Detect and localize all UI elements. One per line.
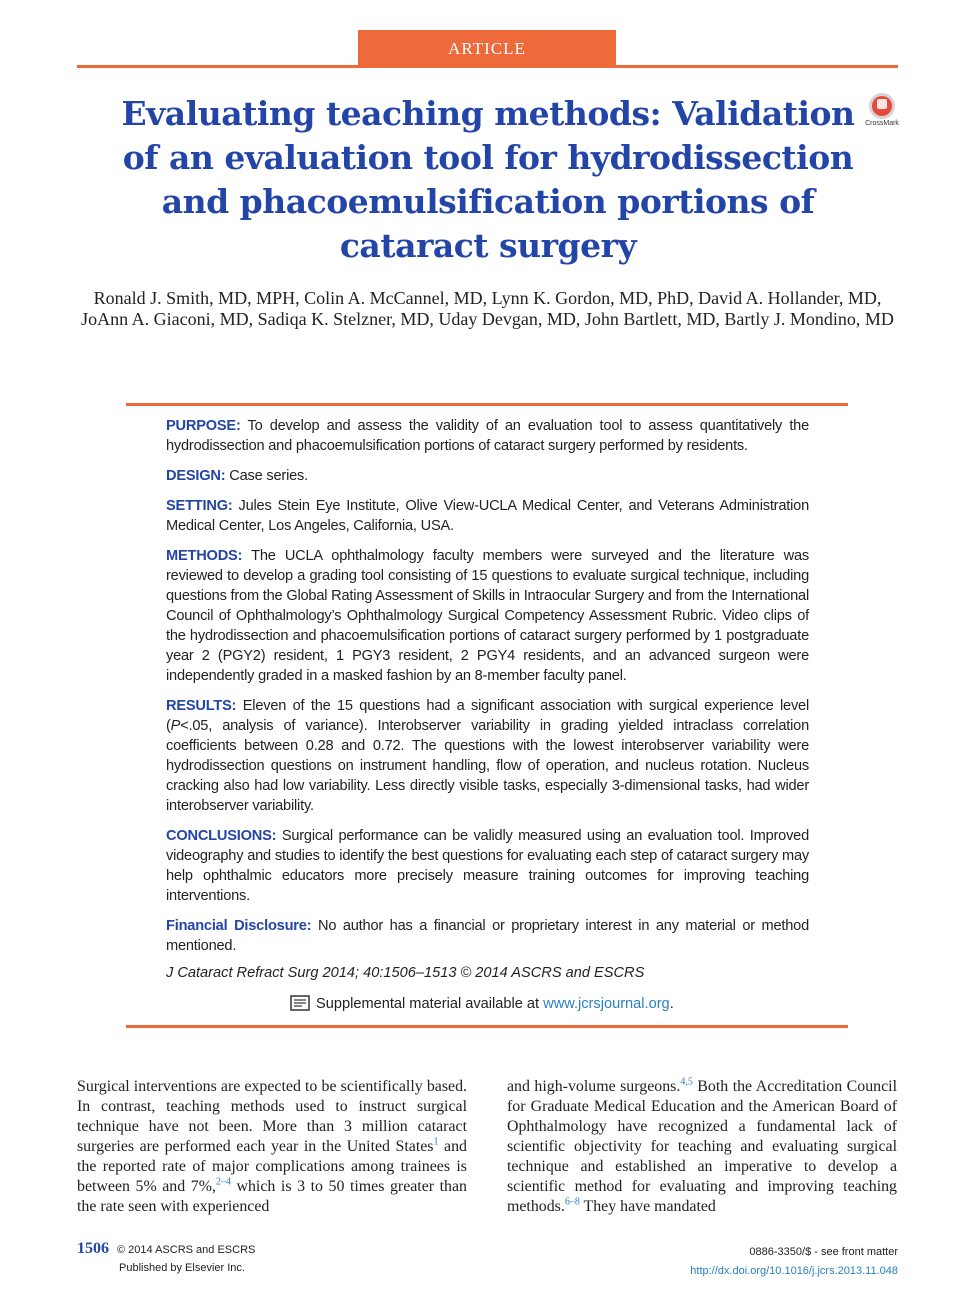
results-label: RESULTS: [166,698,237,714]
abstract-bottom-rule [126,1025,848,1028]
body-column-left [77,1077,467,1217]
reference-link[interactable]: 6–8 [564,1196,580,1208]
abstract-conclusions [166,826,809,906]
col2-text-c: They have mandated [579,1198,716,1215]
setting-label: SETTING: [166,498,233,514]
supplemental-note [290,995,790,1012]
results-p-symbol: P [170,718,181,734]
col2-text-a: and high-volume surgeons. [507,1078,681,1095]
abstract-disclosure [166,916,809,956]
abstract [166,416,809,966]
purpose-label: PURPOSE: [166,418,241,434]
article-title: Evaluating teaching methods: Validation of an evaluation tool for hydrodissection and phacoemulsification portions of cataract surgery [121,94,855,265]
reference-link[interactable]: 2–4 [215,1176,231,1188]
abstract-purpose [166,416,809,456]
footer-copyright: © 2014 ASCRS and ESCRS [117,1244,256,1256]
design-text: Case series. [229,468,308,484]
article-section-tab: ARTICLE [358,30,616,66]
page-number: 1506 [77,1240,109,1257]
col2-text-b: Both the Accreditation Council for Graduate Medical Education and the American Board of Ophthalmology have recognized a fundamental lack of scientific objectivity for teaching and evaluating surgical technique and established an imperative to develop a scientific method for evaluating and improving teaching methods. [507,1078,897,1215]
purpose-text: To develop and assess the validity of an evaluation tool to assess quantitatively the hydrodissection and phacoemulsification portions of cataract surgery performed by residents. [166,418,810,454]
footer-left [77,1240,255,1274]
conclusions-label: CONCLUSIONS: [166,828,277,844]
results-text-rest: <.05, analysis of variance). Interobserver variability in grading yielded intraclass correlation coefficients between 0.28 and 0.72. The questions with the lowest interobserver variability were hydrodissection questions on instrument handling, flow of operation, and nucleus rotation. Nucleus cracking also had low variability. Less directly visible tasks, especially 3-dimensional tasks, had wider interobserver variability. [166,718,809,814]
col1-text-b: and the reported rate of major complications among trainees is between 5% and 7%, [77,1138,467,1195]
conclusions-text: Surgical performance can be validly measured using an evaluation tool. Improved videography and studies to identify the best questions for evaluating each step of cataract surgery may help ophthalmic educators more precisely measure training outcomes for improving teaching interventions. [166,828,809,904]
supplemental-link[interactable]: www.jcrsjournal.org [543,996,670,1012]
abstract-methods [166,546,809,686]
setting-text: Jules Stein Eye Institute, Olive View-UCLA Medical Center, and Veterans Administration Medical Center, Los Angeles, California, USA. [166,498,809,534]
supplemental-end: . [669,996,674,1012]
disclosure-text: No author has a financial or proprietary interest in any material or method mentioned. [166,918,810,954]
reference-link[interactable]: 4,5 [680,1076,693,1088]
design-label: DESIGN: [166,468,226,484]
footer-publisher: Published by Elsevier Inc. [119,1262,245,1274]
document-icon [290,995,310,1011]
abstract-design [166,466,809,486]
supplemental-text: Supplemental material available at [316,996,544,1012]
body-column-right [507,1077,897,1217]
journal-citation: J Cataract Refract Surg 2014; 40:1506–1513 © 2014 ASCRS and ESCRS [166,965,645,981]
disclosure-label: Financial Disclosure: [166,918,312,934]
footer-doi-link[interactable]: http://dx.doi.org/10.1016/j.jcrs.2013.11.048 [690,1265,898,1277]
header-rule [77,65,898,68]
abstract-setting [166,496,809,536]
results-text: Eleven of the 15 questions had a significant association with surgical experience level ( [166,698,810,734]
abstract-results [166,696,809,816]
abstract-top-rule [126,403,848,406]
methods-label: METHODS: [166,548,243,564]
col1-text-a: Surgical interventions are expected to be scientifically based. In contrast, teaching methods used to instruct surgical technique have not been. More than 3 million cataract surgeries are performed each year in the United States [77,1078,467,1155]
methods-text: The UCLA ophthalmology faculty members were surveyed and the literature was reviewed to develop a grading tool consisting of 15 questions to evaluate surgical technique, including questions from the Global Rating Assessment of Skills in Intraocular Surgery and from the International Council of Ophthalmology’s Ophthalmology Surgical Competency Assessment Rubric. Video clips of the hydrodissection and phacoemulsification portions of cataract surgery performed by 1 postgraduate year 2 (PGY2) resident, 1 PGY3 resident, 2 PGY4 residents, and an advanced surgeon were independently graded in a masked fashion by an 8-member faculty panel. [166,548,810,684]
reference-link[interactable]: 1 [433,1136,439,1148]
footer-issn: 0886-3350/$ - see front matter [749,1246,898,1258]
author-list: Ronald J. Smith, MD, MPH, Colin A. McCannel, MD, Lynn K. Gordon, MD, PhD, David A. Hollander, MD, JoAnn A. Giaconi, MD, Sadiqa K. Stelzner, MD, Uday Devgan, MD, John Bartlett, MD, Bartly J. Mondino, MD [81,288,894,329]
crossmark-label: CrossMark [865,120,899,127]
footer-right [690,1243,898,1281]
col1-text-c: which is 3 to 50 times greater than the rate seen with experienced [77,1178,467,1215]
